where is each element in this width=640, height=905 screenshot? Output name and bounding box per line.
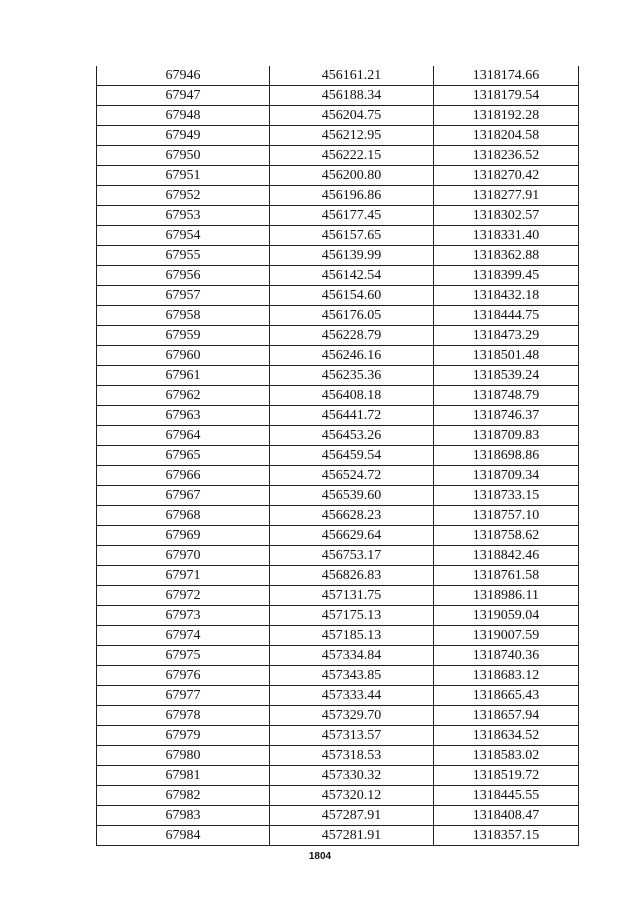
x-coordinate-cell: 457313.57 bbox=[270, 726, 434, 746]
x-coordinate-cell: 456441.72 bbox=[270, 406, 434, 426]
x-coordinate-cell: 457175.13 bbox=[270, 606, 434, 626]
x-coordinate-cell: 456161.21 bbox=[270, 66, 434, 86]
table-row bbox=[97, 446, 579, 466]
point-id-cell: 67974 bbox=[97, 626, 270, 646]
x-coordinate-cell: 457131.75 bbox=[270, 586, 434, 606]
table-row bbox=[97, 506, 579, 526]
table-row bbox=[97, 566, 579, 586]
table-row bbox=[97, 406, 579, 426]
table-row bbox=[97, 546, 579, 566]
point-id-cell: 67979 bbox=[97, 726, 270, 746]
point-id-cell: 67958 bbox=[97, 306, 270, 326]
point-id-cell: 67966 bbox=[97, 466, 270, 486]
table-row bbox=[97, 746, 579, 766]
x-coordinate-cell: 456524.72 bbox=[270, 466, 434, 486]
y-coordinate-cell: 1318665.43 bbox=[434, 686, 579, 706]
x-coordinate-cell: 456246.16 bbox=[270, 346, 434, 366]
table-row bbox=[97, 366, 579, 386]
x-coordinate-cell: 456139.99 bbox=[270, 246, 434, 266]
point-id-cell: 67956 bbox=[97, 266, 270, 286]
table-row bbox=[97, 486, 579, 506]
x-coordinate-cell: 456212.95 bbox=[270, 126, 434, 146]
y-coordinate-cell: 1318236.52 bbox=[434, 146, 579, 166]
point-id-cell: 67967 bbox=[97, 486, 270, 506]
x-coordinate-cell: 456196.86 bbox=[270, 186, 434, 206]
y-coordinate-cell: 1318748.79 bbox=[434, 386, 579, 406]
table-row bbox=[97, 466, 579, 486]
y-coordinate-cell: 1318399.45 bbox=[434, 266, 579, 286]
point-id-cell: 67948 bbox=[97, 106, 270, 126]
x-coordinate-cell: 456142.54 bbox=[270, 266, 434, 286]
y-coordinate-cell: 1318270.42 bbox=[434, 166, 579, 186]
y-coordinate-cell: 1319059.04 bbox=[434, 606, 579, 626]
y-coordinate-cell: 1318204.58 bbox=[434, 126, 579, 146]
y-coordinate-cell: 1318733.15 bbox=[434, 486, 579, 506]
point-id-cell: 67983 bbox=[97, 806, 270, 826]
point-id-cell: 67977 bbox=[97, 686, 270, 706]
y-coordinate-cell: 1318709.83 bbox=[434, 426, 579, 446]
point-id-cell: 67981 bbox=[97, 766, 270, 786]
y-coordinate-cell: 1318445.55 bbox=[434, 786, 579, 806]
x-coordinate-cell: 457318.53 bbox=[270, 746, 434, 766]
y-coordinate-cell: 1318357.15 bbox=[434, 826, 579, 846]
x-coordinate-cell: 457334.84 bbox=[270, 646, 434, 666]
x-coordinate-cell: 457287.91 bbox=[270, 806, 434, 826]
x-coordinate-cell: 457281.91 bbox=[270, 826, 434, 846]
x-coordinate-cell: 457185.13 bbox=[270, 626, 434, 646]
table-row bbox=[97, 246, 579, 266]
point-id-cell: 67964 bbox=[97, 426, 270, 446]
x-coordinate-cell: 456408.18 bbox=[270, 386, 434, 406]
x-coordinate-cell: 456177.45 bbox=[270, 206, 434, 226]
table-row bbox=[97, 126, 579, 146]
point-id-cell: 67963 bbox=[97, 406, 270, 426]
x-coordinate-cell: 456154.60 bbox=[270, 286, 434, 306]
x-coordinate-cell: 457320.12 bbox=[270, 786, 434, 806]
x-coordinate-cell: 456459.54 bbox=[270, 446, 434, 466]
table-row bbox=[97, 266, 579, 286]
table-row bbox=[97, 686, 579, 706]
y-coordinate-cell: 1318444.75 bbox=[434, 306, 579, 326]
x-coordinate-cell: 456235.36 bbox=[270, 366, 434, 386]
point-id-cell: 67947 bbox=[97, 86, 270, 106]
x-coordinate-cell: 457330.32 bbox=[270, 766, 434, 786]
y-coordinate-cell: 1318761.58 bbox=[434, 566, 579, 586]
y-coordinate-cell: 1318683.12 bbox=[434, 666, 579, 686]
point-id-cell: 67946 bbox=[97, 66, 270, 86]
point-id-cell: 67973 bbox=[97, 606, 270, 626]
table-row bbox=[97, 666, 579, 686]
table-row bbox=[97, 386, 579, 406]
table-row bbox=[97, 626, 579, 646]
table-row bbox=[97, 426, 579, 446]
y-coordinate-cell: 1318634.52 bbox=[434, 726, 579, 746]
point-id-cell: 67962 bbox=[97, 386, 270, 406]
point-id-cell: 67982 bbox=[97, 786, 270, 806]
point-id-cell: 67955 bbox=[97, 246, 270, 266]
y-coordinate-cell: 1318277.91 bbox=[434, 186, 579, 206]
x-coordinate-cell: 456176.05 bbox=[270, 306, 434, 326]
table-row bbox=[97, 166, 579, 186]
point-id-cell: 67971 bbox=[97, 566, 270, 586]
point-id-cell: 67951 bbox=[97, 166, 270, 186]
table-row bbox=[97, 786, 579, 806]
table-row bbox=[97, 646, 579, 666]
y-coordinate-cell: 1318709.34 bbox=[434, 466, 579, 486]
x-coordinate-cell: 456188.34 bbox=[270, 86, 434, 106]
point-id-cell: 67952 bbox=[97, 186, 270, 206]
y-coordinate-cell: 1318302.57 bbox=[434, 206, 579, 226]
point-id-cell: 67949 bbox=[97, 126, 270, 146]
y-coordinate-cell: 1318432.18 bbox=[434, 286, 579, 306]
table-row bbox=[97, 346, 579, 366]
table-row bbox=[97, 706, 579, 726]
table-row bbox=[97, 526, 579, 546]
y-coordinate-cell: 1318757.10 bbox=[434, 506, 579, 526]
x-coordinate-cell: 456204.75 bbox=[270, 106, 434, 126]
y-coordinate-cell: 1318174.66 bbox=[434, 66, 579, 86]
table-row bbox=[97, 286, 579, 306]
point-id-cell: 67975 bbox=[97, 646, 270, 666]
y-coordinate-cell: 1318362.88 bbox=[434, 246, 579, 266]
point-id-cell: 67969 bbox=[97, 526, 270, 546]
y-coordinate-cell: 1318331.40 bbox=[434, 226, 579, 246]
table-row bbox=[97, 66, 579, 86]
table-row bbox=[97, 226, 579, 246]
table-row bbox=[97, 606, 579, 626]
y-coordinate-cell: 1318408.47 bbox=[434, 806, 579, 826]
y-coordinate-cell: 1318657.94 bbox=[434, 706, 579, 726]
point-id-cell: 67970 bbox=[97, 546, 270, 566]
y-coordinate-cell: 1318986.11 bbox=[434, 586, 579, 606]
y-coordinate-cell: 1318501.48 bbox=[434, 346, 579, 366]
y-coordinate-cell: 1318758.62 bbox=[434, 526, 579, 546]
x-coordinate-cell: 457343.85 bbox=[270, 666, 434, 686]
point-id-cell: 67980 bbox=[97, 746, 270, 766]
point-id-cell: 67953 bbox=[97, 206, 270, 226]
y-coordinate-cell: 1318583.02 bbox=[434, 746, 579, 766]
x-coordinate-cell: 456826.83 bbox=[270, 566, 434, 586]
table-row bbox=[97, 766, 579, 786]
y-coordinate-cell: 1318740.36 bbox=[434, 646, 579, 666]
x-coordinate-cell: 457329.70 bbox=[270, 706, 434, 726]
x-coordinate-cell: 456753.17 bbox=[270, 546, 434, 566]
x-coordinate-cell: 456453.26 bbox=[270, 426, 434, 446]
table-row bbox=[97, 146, 579, 166]
point-id-cell: 67959 bbox=[97, 326, 270, 346]
y-coordinate-cell: 1318473.29 bbox=[434, 326, 579, 346]
table-row bbox=[97, 106, 579, 126]
y-coordinate-cell: 1319007.59 bbox=[434, 626, 579, 646]
coordinate-table-container bbox=[96, 66, 578, 846]
point-id-cell: 67984 bbox=[97, 826, 270, 846]
x-coordinate-cell: 456222.15 bbox=[270, 146, 434, 166]
table-row bbox=[97, 826, 579, 846]
point-id-cell: 67950 bbox=[97, 146, 270, 166]
table-row bbox=[97, 186, 579, 206]
table-row bbox=[97, 306, 579, 326]
x-coordinate-cell: 456200.80 bbox=[270, 166, 434, 186]
point-id-cell: 67976 bbox=[97, 666, 270, 686]
y-coordinate-cell: 1318698.86 bbox=[434, 446, 579, 466]
x-coordinate-cell: 456628.23 bbox=[270, 506, 434, 526]
y-coordinate-cell: 1318746.37 bbox=[434, 406, 579, 426]
table-row bbox=[97, 586, 579, 606]
point-id-cell: 67954 bbox=[97, 226, 270, 246]
x-coordinate-cell: 457333.44 bbox=[270, 686, 434, 706]
x-coordinate-cell: 456539.60 bbox=[270, 486, 434, 506]
point-id-cell: 67978 bbox=[97, 706, 270, 726]
table-row bbox=[97, 86, 579, 106]
x-coordinate-cell: 456228.79 bbox=[270, 326, 434, 346]
point-id-cell: 67965 bbox=[97, 446, 270, 466]
table-body bbox=[97, 66, 579, 846]
y-coordinate-cell: 1318519.72 bbox=[434, 766, 579, 786]
y-coordinate-cell: 1318842.46 bbox=[434, 546, 579, 566]
x-coordinate-cell: 456629.64 bbox=[270, 526, 434, 546]
page-number: 1804 bbox=[308, 851, 332, 862]
y-coordinate-cell: 1318539.24 bbox=[434, 366, 579, 386]
table-row bbox=[97, 326, 579, 346]
table-row bbox=[97, 806, 579, 826]
table-row bbox=[97, 206, 579, 226]
y-coordinate-cell: 1318179.54 bbox=[434, 86, 579, 106]
x-coordinate-cell: 456157.65 bbox=[270, 226, 434, 246]
coordinate-table bbox=[96, 66, 579, 846]
point-id-cell: 67961 bbox=[97, 366, 270, 386]
point-id-cell: 67960 bbox=[97, 346, 270, 366]
y-coordinate-cell: 1318192.28 bbox=[434, 106, 579, 126]
table-row bbox=[97, 726, 579, 746]
point-id-cell: 67957 bbox=[97, 286, 270, 306]
point-id-cell: 67968 bbox=[97, 506, 270, 526]
point-id-cell: 67972 bbox=[97, 586, 270, 606]
